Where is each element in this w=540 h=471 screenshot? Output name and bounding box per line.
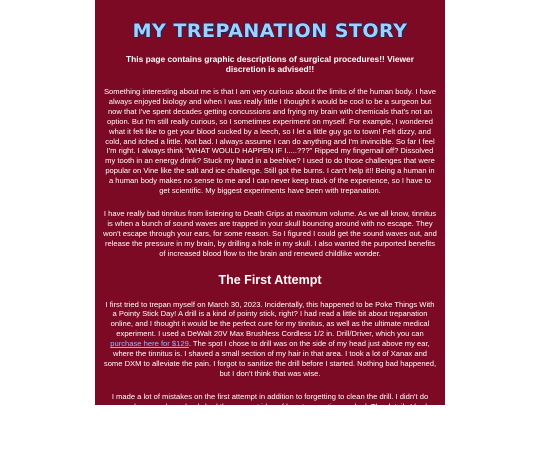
tinnitus-paragraph: I have really bad tinnitus from listening to Death Grips at maximum volume. As we all know, tinnitus is when a bunch of sound waves are trapped in your skull bouncing around with no escape. They won't escape through your ears, for some reason. So I figured I could get the sound waves out, and release the pressure in my brain, by drilling a hole in my skull. I also wanted the purported benefits of increased blood flow to the brain and renewed childlike wonder. bbox=[103, 208, 437, 258]
first-attempt-text-start: I first tried to trepan myself on March 30, 2023. Incidentally, this happened to be Poke Things With a Pointy Stick Day! A drill is a kind of pointy stick, right? I had read a little bit about trepanation online, and I thought it would be the perfect cure for my tinnitus, as well as the ultimate medical experiment. I used a DeWalt 20V Max Brushless Cordless 1/2 in. Drill/Driver, which you can bbox=[105, 299, 435, 339]
purchase-drill-link[interactable]: purchase here for $129 bbox=[110, 339, 189, 349]
intro-paragraph: Something interesting about me is that I am very curious about the limits of the human body. I have always enjoyed biology and when I was really little I thought it would be cool to be a surgeon but now that I've spent decades getting concussions and frying my brain with chemicals that's not an option. But I'm still really curious, so I sometimes experiment on myself. For example, I wondered what it felt like to get your blood sucked by a leech, so I let a little guy go to town! Felt dizzy, and cold, and itched a little. Not bad. I always assume I can do anything and I'm invincible. So far I feel I'm right. I always think "WHAT WOULD HAPPEN IF I.....???" Ripped my fingernail off? Dissolved my tooth in an energy drink? Stuck my hand in a beehive? I used to do those challenges that were popular on Vine like the salt and ice challenge. Still got the burns. I can't help it!! Being a human in a human body makes no sense to me and I can never keep track of the experience, so I have to get scientific. My biggest experiments have been with trepanation. bbox=[103, 87, 437, 196]
first-attempt-heading: The First Attempt bbox=[218, 272, 322, 287]
first-attempt-paragraph bbox=[103, 300, 437, 379]
content-warning: This page contains graphic descriptions of surgical procedures!! Viewer discretion is advised!! bbox=[126, 54, 414, 74]
content-column bbox=[95, 0, 445, 471]
page-title: MY TREPANATION STORY bbox=[132, 20, 408, 42]
mistakes-paragraph: I made a lot of mistakes on the first attempt in addition to forgetting to clean the drill. I didn't do enough research, and only had the vaguest idea of how trepanation worked. The details I had neglected to consider. For example, I didn't know a drill is about 100 decibels! I could hardly think with all that noise in my skull in addition to the tinnitus. Second of all, I tried to drill directly into my skin. The skin on your head is tougher than you think! A commercial drill bit is not the ideal tool for puncturing a layer of skin and muscle followed by skull. But I can't afford those fancy Meridian drills. The noise freaked me out, and I could barely hold the drill steady. In the end I passed out from the combination of blood loss and nerves. Your head bleeds a LOT!! I never even ended up drilling bbox=[103, 391, 437, 471]
first-attempt-text-end: . The spot I chose to drill was on the side of my head just above my ear, where the tinnitus is. I shaved a small section of my hair in that area. I took a lot of Xanax and some DXM to alleviate the pain. I forgot to sanitize the drill before I started. Nothing bad happened, but I don't think that was wise. bbox=[103, 339, 437, 378]
